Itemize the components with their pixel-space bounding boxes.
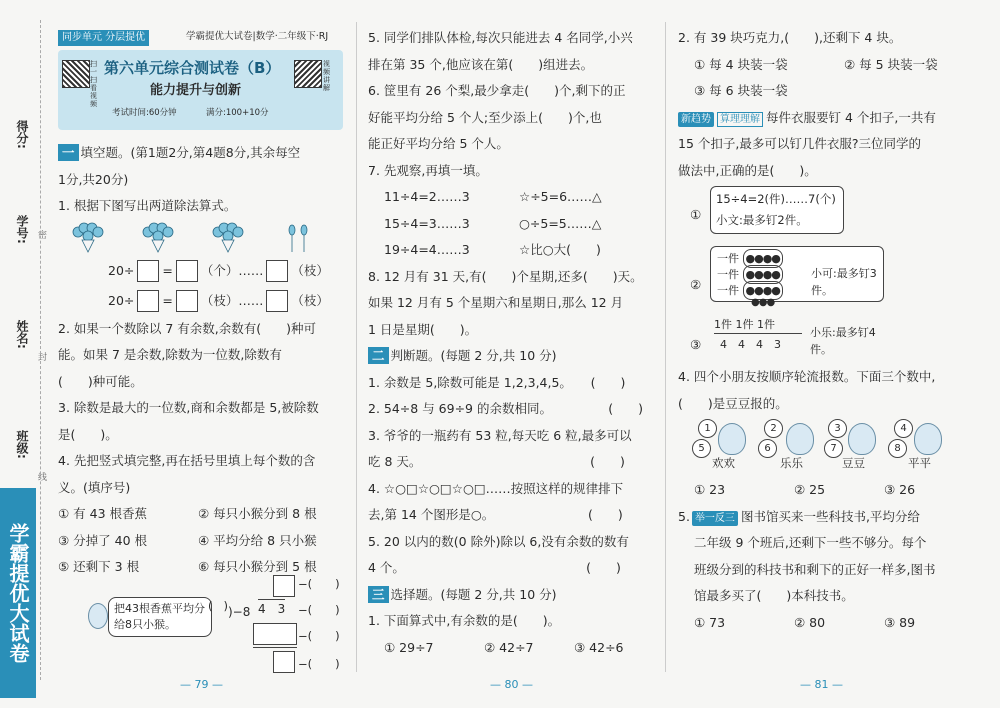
vertical-division-divisor: )−8 bbox=[228, 604, 251, 619]
section3-label: 三 bbox=[368, 586, 389, 603]
row2-label: 一件 bbox=[717, 268, 739, 281]
q5-line1: 5. 同学们排队体检,每次只能进去 4 名同学,小兴 bbox=[368, 30, 633, 45]
product-box[interactable] bbox=[253, 623, 297, 645]
q1-row1 bbox=[58, 256, 348, 286]
count-number: 5 bbox=[692, 439, 711, 458]
method-3-box[interactable] bbox=[710, 316, 882, 356]
choice-5-options bbox=[678, 610, 978, 637]
choice-4-option-1[interactable]: ① 23 bbox=[694, 482, 726, 497]
section2-title bbox=[368, 343, 658, 370]
choice-1-option-3[interactable]: ③ 42÷6 bbox=[574, 639, 624, 655]
section2-text: 判断题。(每题 2 分,共 10 分) bbox=[390, 348, 557, 363]
divisor-paren[interactable]: ( ) bbox=[208, 598, 228, 613]
q4-options-row1 bbox=[58, 501, 348, 528]
kid-pingping bbox=[914, 423, 942, 455]
q3-line2: 是( )。 bbox=[58, 426, 118, 442]
choice-1-options bbox=[368, 635, 658, 662]
section3-title bbox=[368, 582, 658, 609]
q1-r2-eq: = bbox=[162, 292, 173, 308]
leftover-buttons: ●●● bbox=[751, 297, 775, 308]
answer-box[interactable] bbox=[266, 260, 288, 282]
flower-pictures bbox=[58, 220, 348, 256]
button-row-3: 一件 ●●●● bbox=[717, 281, 783, 300]
row1-label: 一件 bbox=[717, 252, 739, 265]
q7-a1: 11÷4=2……3 bbox=[384, 189, 470, 204]
section1-title2: 1分,共20分) bbox=[58, 171, 129, 187]
qr-left bbox=[62, 60, 90, 88]
q1-row2 bbox=[58, 286, 348, 316]
extend-tag: 举一反三 bbox=[692, 511, 738, 526]
student-id-label: 学号: bbox=[15, 215, 29, 244]
q4-option-1: ① 有 43 根香蕉 bbox=[58, 506, 148, 521]
answer-box[interactable] bbox=[137, 260, 159, 282]
name-label: 姓名: bbox=[15, 320, 29, 349]
q8-line2: 如果 12 月有 5 个星期六和星期日,那么 12 月 bbox=[368, 295, 624, 310]
q7-row3 bbox=[368, 237, 658, 264]
seal-mark-1: 密 bbox=[38, 231, 48, 241]
exam-title: 第六单元综合测试卷（B） bbox=[104, 59, 281, 77]
qr-right-note: 视频讲解 bbox=[323, 60, 330, 92]
q4-diagram bbox=[58, 576, 348, 681]
method-2-box[interactable] bbox=[710, 246, 884, 308]
kid-huanhuan-label: 欢欢 bbox=[712, 456, 735, 470]
choice-3-methods bbox=[678, 184, 978, 364]
q1-r2-div: 20÷ bbox=[108, 292, 135, 308]
seal-mark-3: 线 bbox=[38, 473, 48, 483]
button-row-2: 一件 ●●●● bbox=[717, 265, 783, 284]
choice-4-kids bbox=[678, 417, 978, 477]
count-number: 3 bbox=[828, 419, 847, 438]
section1-text: 填空题。(第1题2分,第4题8分,其余每空 bbox=[80, 145, 301, 160]
q7-row2 bbox=[368, 211, 658, 238]
judge-3-line1: 3. 爷爷的一瓶药有 53 粒,每天吃 6 粒,最多可以 bbox=[368, 427, 632, 443]
method-1-line2: 小文:最多钉2件。 bbox=[716, 213, 808, 227]
method-3-brace bbox=[714, 333, 802, 334]
count-number: 4 bbox=[894, 419, 913, 438]
choice-3-line2: 15 个扣子,最多可以钉几件衣服?三位同学的 bbox=[678, 136, 921, 151]
column-page-80 bbox=[368, 25, 658, 661]
reasoning-tag: 算理理解 bbox=[717, 112, 763, 127]
q7-b1: ☆÷5=6……△ bbox=[519, 189, 602, 204]
choice-5-line1: 5. 举一反三 图书馆买来一些科技书,平均分给 bbox=[678, 508, 920, 524]
monkey-figure bbox=[88, 603, 108, 629]
q4-option-6: ⑥ 每只小猴分到 5 根 bbox=[198, 559, 317, 574]
q8-line1: 8. 12 月有 31 天,有( )个星期,还多( )天。 bbox=[368, 268, 643, 284]
choice-5-option-1[interactable]: ① 73 bbox=[694, 614, 726, 630]
choice-4-option-3[interactable]: ③ 26 bbox=[884, 482, 916, 497]
choice-4-line1: 4. 四个小朋友按顺序轮流报数。下面三个数中, bbox=[678, 369, 936, 384]
choice-4-option-2[interactable]: ② 25 bbox=[794, 482, 826, 497]
q4-option-2: ② 每只小猴分到 8 根 bbox=[198, 506, 317, 521]
q1-text: 1. 根据下图写出两道除法算式。 bbox=[58, 198, 237, 213]
choice-1-option-1[interactable]: ① 29÷7 bbox=[384, 639, 434, 655]
choice-3-line1 bbox=[678, 105, 978, 132]
method-3-answer: 小乐:最多钉4件。 bbox=[810, 326, 876, 356]
q1-r2-unit1: （枝）…… bbox=[200, 292, 264, 308]
choice-2-line1: 2. 有 39 块巧克力,( ),还剩下 4 块。 bbox=[678, 30, 902, 45]
count-number: 7 bbox=[824, 439, 843, 458]
method-2-answer: 小可:最多钉3件。 bbox=[811, 267, 877, 297]
q1-r1-unit1: （个）…… bbox=[200, 262, 264, 278]
judge-3-line2: 吃 8 天。 ( ) bbox=[368, 454, 625, 469]
judge-5-line2: 4 个。 ( ) bbox=[368, 560, 621, 575]
method-1-line1: 15÷4=2(件)……7(个) bbox=[716, 192, 836, 206]
choice-5-option-2[interactable]: ② 80 bbox=[794, 614, 826, 630]
brand-vertical: 学霸提优大试卷 bbox=[0, 488, 36, 698]
q1-r1-eq: = bbox=[162, 262, 173, 278]
left-sidebar bbox=[0, 0, 46, 708]
q1-r2-unit2: （枝） bbox=[291, 292, 329, 308]
q1-r1-div: 20÷ bbox=[108, 262, 135, 278]
remainder-paren: −( ) bbox=[298, 656, 340, 671]
seal-mark-2: 封 bbox=[38, 353, 48, 363]
column-divider-1 bbox=[356, 22, 357, 672]
q2-line2: 能。如果 7 是余数,除数为一位数,除数有 bbox=[58, 347, 282, 362]
q7-a3: 19÷4=4……3 bbox=[384, 242, 470, 257]
choice-1-line1: 1. 下面算式中,有余数的是( )。 bbox=[368, 613, 561, 628]
exam-time: 考试时间:60分钟 bbox=[112, 108, 177, 118]
q6-line2: 好能平均分给 5 个人;至少添上( )个,也 bbox=[368, 109, 602, 125]
q5-line2: 排在第 35 个,他应该在第( )组进去。 bbox=[368, 56, 594, 72]
choice-4-options bbox=[678, 477, 978, 504]
q8-line3: 1 日是星期( )。 bbox=[368, 321, 478, 337]
answer-box[interactable] bbox=[266, 290, 288, 312]
q4-option-5: ⑤ 还剩下 3 根 bbox=[58, 559, 140, 574]
page-number-80: — 80 — bbox=[490, 678, 533, 691]
qr-left-note: 扫一扫 看视频 bbox=[90, 60, 97, 108]
q4-bubble: 把43根香蕉平均分给8只小猴。 bbox=[108, 597, 212, 637]
exam-score: 满分:100+10分 bbox=[206, 108, 269, 118]
column-page-79 bbox=[58, 20, 348, 681]
new-trend-tag: 新趋势 bbox=[678, 112, 714, 127]
header-block bbox=[58, 20, 348, 140]
answer-box[interactable] bbox=[176, 290, 198, 312]
choice-5-option-3[interactable]: ③ 89 bbox=[884, 614, 916, 630]
answer-box[interactable] bbox=[137, 290, 159, 312]
choice-5-line3: 班级分到的科技书和剩下的正好一样多,图书 bbox=[694, 561, 936, 577]
column-divider-2 bbox=[665, 22, 666, 672]
count-number: 1 bbox=[698, 419, 717, 438]
title-banner bbox=[58, 50, 343, 130]
q3-line1: 3. 除数是最大的一位数,商和余数都是 5,被除数 bbox=[58, 400, 319, 415]
choice-2-options-row2 bbox=[678, 78, 978, 105]
q4-option-4: ④ 平均分给 8 只小猴 bbox=[198, 532, 317, 548]
q1-r1-unit2: （枝） bbox=[291, 262, 329, 278]
kid-doudou-label: 豆豆 bbox=[842, 456, 865, 470]
quotient-paren: −( ) bbox=[298, 576, 340, 591]
count-number: 2 bbox=[764, 419, 783, 438]
q7-b2: ○÷5=5……△ bbox=[519, 215, 602, 231]
count-number: 8 bbox=[888, 439, 907, 458]
section2-label: 二 bbox=[368, 347, 389, 364]
dividend-paren: −( ) bbox=[298, 602, 340, 617]
q4-line2: 义。(填序号) bbox=[58, 479, 131, 495]
method-3-bottom: 4 4 4 3 bbox=[720, 338, 781, 351]
judge-1: 1. 余数是 5,除数可能是 1,2,3,4,5。 ( ) bbox=[368, 374, 626, 390]
judge-4-line1: 4. ☆○□☆○□☆○□……按照这样的规律排下 bbox=[368, 480, 624, 496]
q7-line1: 7. 先观察,再填一填。 bbox=[368, 162, 488, 178]
product-paren: −( ) bbox=[298, 628, 340, 643]
quotient-box[interactable] bbox=[273, 575, 295, 597]
method-2-number: ② bbox=[690, 277, 702, 292]
choice-5-line4: 馆最多买了( )本科技书。 bbox=[694, 588, 854, 603]
choice-3-line3: 做法中,正确的是( )。 bbox=[678, 162, 817, 178]
series-name: 学霸提优大试卷|数学·二年级下·RJ bbox=[186, 31, 329, 42]
choice-1-option-2[interactable]: ② 42÷7 bbox=[484, 639, 534, 655]
page-number-81: — 81 — bbox=[800, 678, 843, 691]
choice-4-line2: ( )是豆豆报的。 bbox=[678, 395, 788, 411]
flower-bouquets bbox=[58, 220, 338, 254]
kid-lele-label: 乐乐 bbox=[780, 456, 803, 470]
judge-2: 2. 54÷8 与 69÷9 的余数相同。 ( ) bbox=[368, 401, 643, 416]
choice-5-text1: 图书馆买来一些科技书,平均分给 bbox=[740, 508, 920, 524]
q4-options-row2 bbox=[58, 528, 348, 555]
q7-row1 bbox=[368, 184, 658, 211]
method-3-number: ③ bbox=[690, 337, 702, 352]
choice-2-option-1[interactable]: ① 每 4 块装一袋 bbox=[694, 56, 788, 72]
page-number-79: — 79 — bbox=[180, 678, 223, 691]
count-number: 6 bbox=[758, 439, 777, 458]
q2-line1: 2. 如果一个数除以 7 有余数,余数有( )种可 bbox=[58, 320, 317, 336]
method-3-top: 1件 1件 1件 bbox=[714, 318, 775, 331]
row3-label: 一件 bbox=[717, 284, 739, 297]
vertical-division-dividend: 4 3 bbox=[258, 599, 285, 618]
q6-line1: 6. 筐里有 26 个梨,最少拿走( )个,剩下的正 bbox=[368, 83, 626, 98]
method-1-box[interactable] bbox=[710, 186, 844, 234]
q6-line3: 能正好平均分给 5 个人。 bbox=[368, 136, 509, 151]
judge-5-line1: 5. 20 以内的数(0 除外)除以 6,没有余数的数有 bbox=[368, 533, 629, 549]
choice-2-options-row1 bbox=[678, 52, 978, 79]
kid-pingping-label: 平平 bbox=[908, 456, 931, 470]
qr-right bbox=[294, 60, 322, 88]
answer-box[interactable] bbox=[176, 260, 198, 282]
judge-4-line2: 去,第 14 个图形是○。 ( ) bbox=[368, 507, 623, 522]
kid-huanhuan bbox=[718, 423, 746, 455]
section1-title bbox=[58, 140, 348, 167]
section1-label: 一 bbox=[58, 144, 79, 161]
choice-2-option-3[interactable]: ③ 每 6 块装一袋 bbox=[694, 83, 788, 98]
section3-text: 选择题。(每题 2 分,共 10 分) bbox=[390, 586, 557, 602]
q2-line3: ( )种可能。 bbox=[58, 373, 143, 389]
score-label: 得分: bbox=[15, 120, 29, 149]
column-page-81 bbox=[678, 25, 978, 636]
exam-subtitle: 能力提升与创新 bbox=[150, 83, 242, 98]
q7-b3: ☆比○大( ) bbox=[519, 242, 601, 257]
class-label: 班级: bbox=[15, 430, 29, 459]
kid-lele bbox=[786, 423, 814, 455]
q4-line1: 4. 先把竖式填完整,再在括号里填上每个数的含 bbox=[58, 453, 316, 468]
remainder-box[interactable] bbox=[273, 651, 295, 673]
choice-5-line2: 二年级 9 个班后,还剩下一些不够分。每个 bbox=[694, 535, 927, 550]
division-line bbox=[253, 647, 297, 648]
choice-3-text1: 每件衣服要钉 4 个扣子,一共有 bbox=[766, 109, 936, 125]
kid-doudou bbox=[848, 423, 876, 455]
button-row-1: 一件 ●●●● bbox=[717, 249, 783, 268]
unit-tag: 同步单元 分层提优 bbox=[58, 30, 149, 46]
method-1-number: ① bbox=[690, 207, 702, 222]
seal-dashed-line bbox=[40, 20, 41, 680]
q4-option-3: ③ 分掉了 40 根 bbox=[58, 532, 148, 548]
choice-2-option-2[interactable]: ② 每 5 块装一袋 bbox=[844, 56, 938, 72]
q7-a2: 15÷4=3……3 bbox=[384, 215, 470, 231]
